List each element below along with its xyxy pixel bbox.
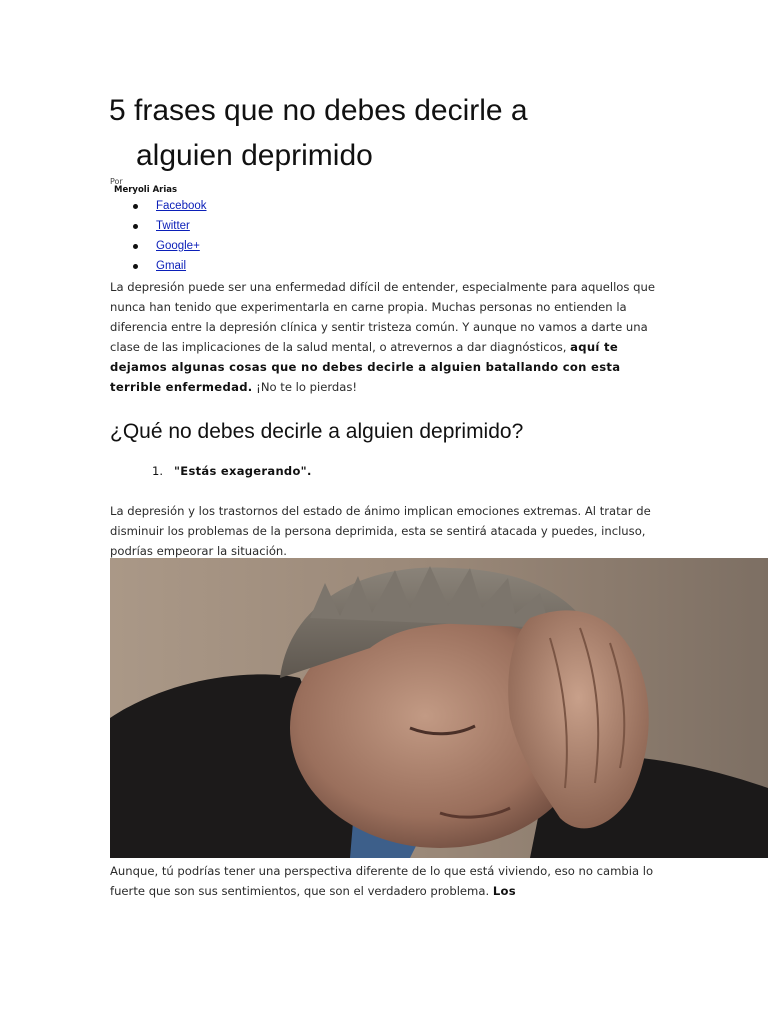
section-heading: ¿Qué no debes decirle a alguien deprimido? [110, 420, 524, 443]
author-name: Meryoli Arias [114, 185, 178, 195]
intro-text: La depresión puede ser una enfermedad difícil de entender, especialmente para aquellos que nunca han tenido que experimentarla en carne propia. Muchas personas no entienden la diferencia entre la depresión clínica y sentir tristeza común. Y aunque no vamos a darte una clase de las implicaciones de la salud mental, o atrevernos a dar diagnósticos, [110, 280, 655, 354]
gmail-link[interactable]: Gmail [156, 260, 187, 272]
twitter-link[interactable]: Twitter [156, 220, 190, 232]
paragraph-3 [110, 861, 670, 901]
paragraph-2: La depresión y los trastornos del estado de ánimo implican emociones extremas. Al tratar de disminuir los problemas de la persona deprimida, esta se sentirá atacada y puedes, incluso, podrías empeorar la situación. [110, 504, 651, 558]
paragraph-3-bold: Los [492, 884, 516, 898]
list-item [152, 464, 312, 478]
article-title [109, 88, 689, 178]
paragraph-3-text: Aunque, tú podrías tener una perspectiva diferente de lo que está viviendo, eso no cambia lo fuerte que son sus sentimientos, que son el verdadero problema. [110, 864, 654, 898]
distressed-man-photo-icon [110, 558, 768, 858]
title-line-1: 5 frases que no debes decirle a [109, 94, 528, 127]
list-item-text: "Estás exagerando". [174, 464, 312, 478]
byline-label: Por [110, 177, 123, 186]
google-plus-link[interactable]: Google+ [156, 240, 200, 252]
article-photo [110, 558, 768, 858]
intro-tail: ¡No te lo pierdas! [252, 380, 358, 394]
intro-bold: aquí te dejamos algunas cosas que no debes decirle a alguien batallando con esta terrible enfermedad. [110, 340, 621, 394]
intro-paragraph [110, 277, 670, 397]
list-item-number: 1. [152, 464, 163, 478]
title-line-2: alguien deprimido [136, 139, 373, 172]
facebook-link[interactable]: Facebook [156, 200, 207, 212]
